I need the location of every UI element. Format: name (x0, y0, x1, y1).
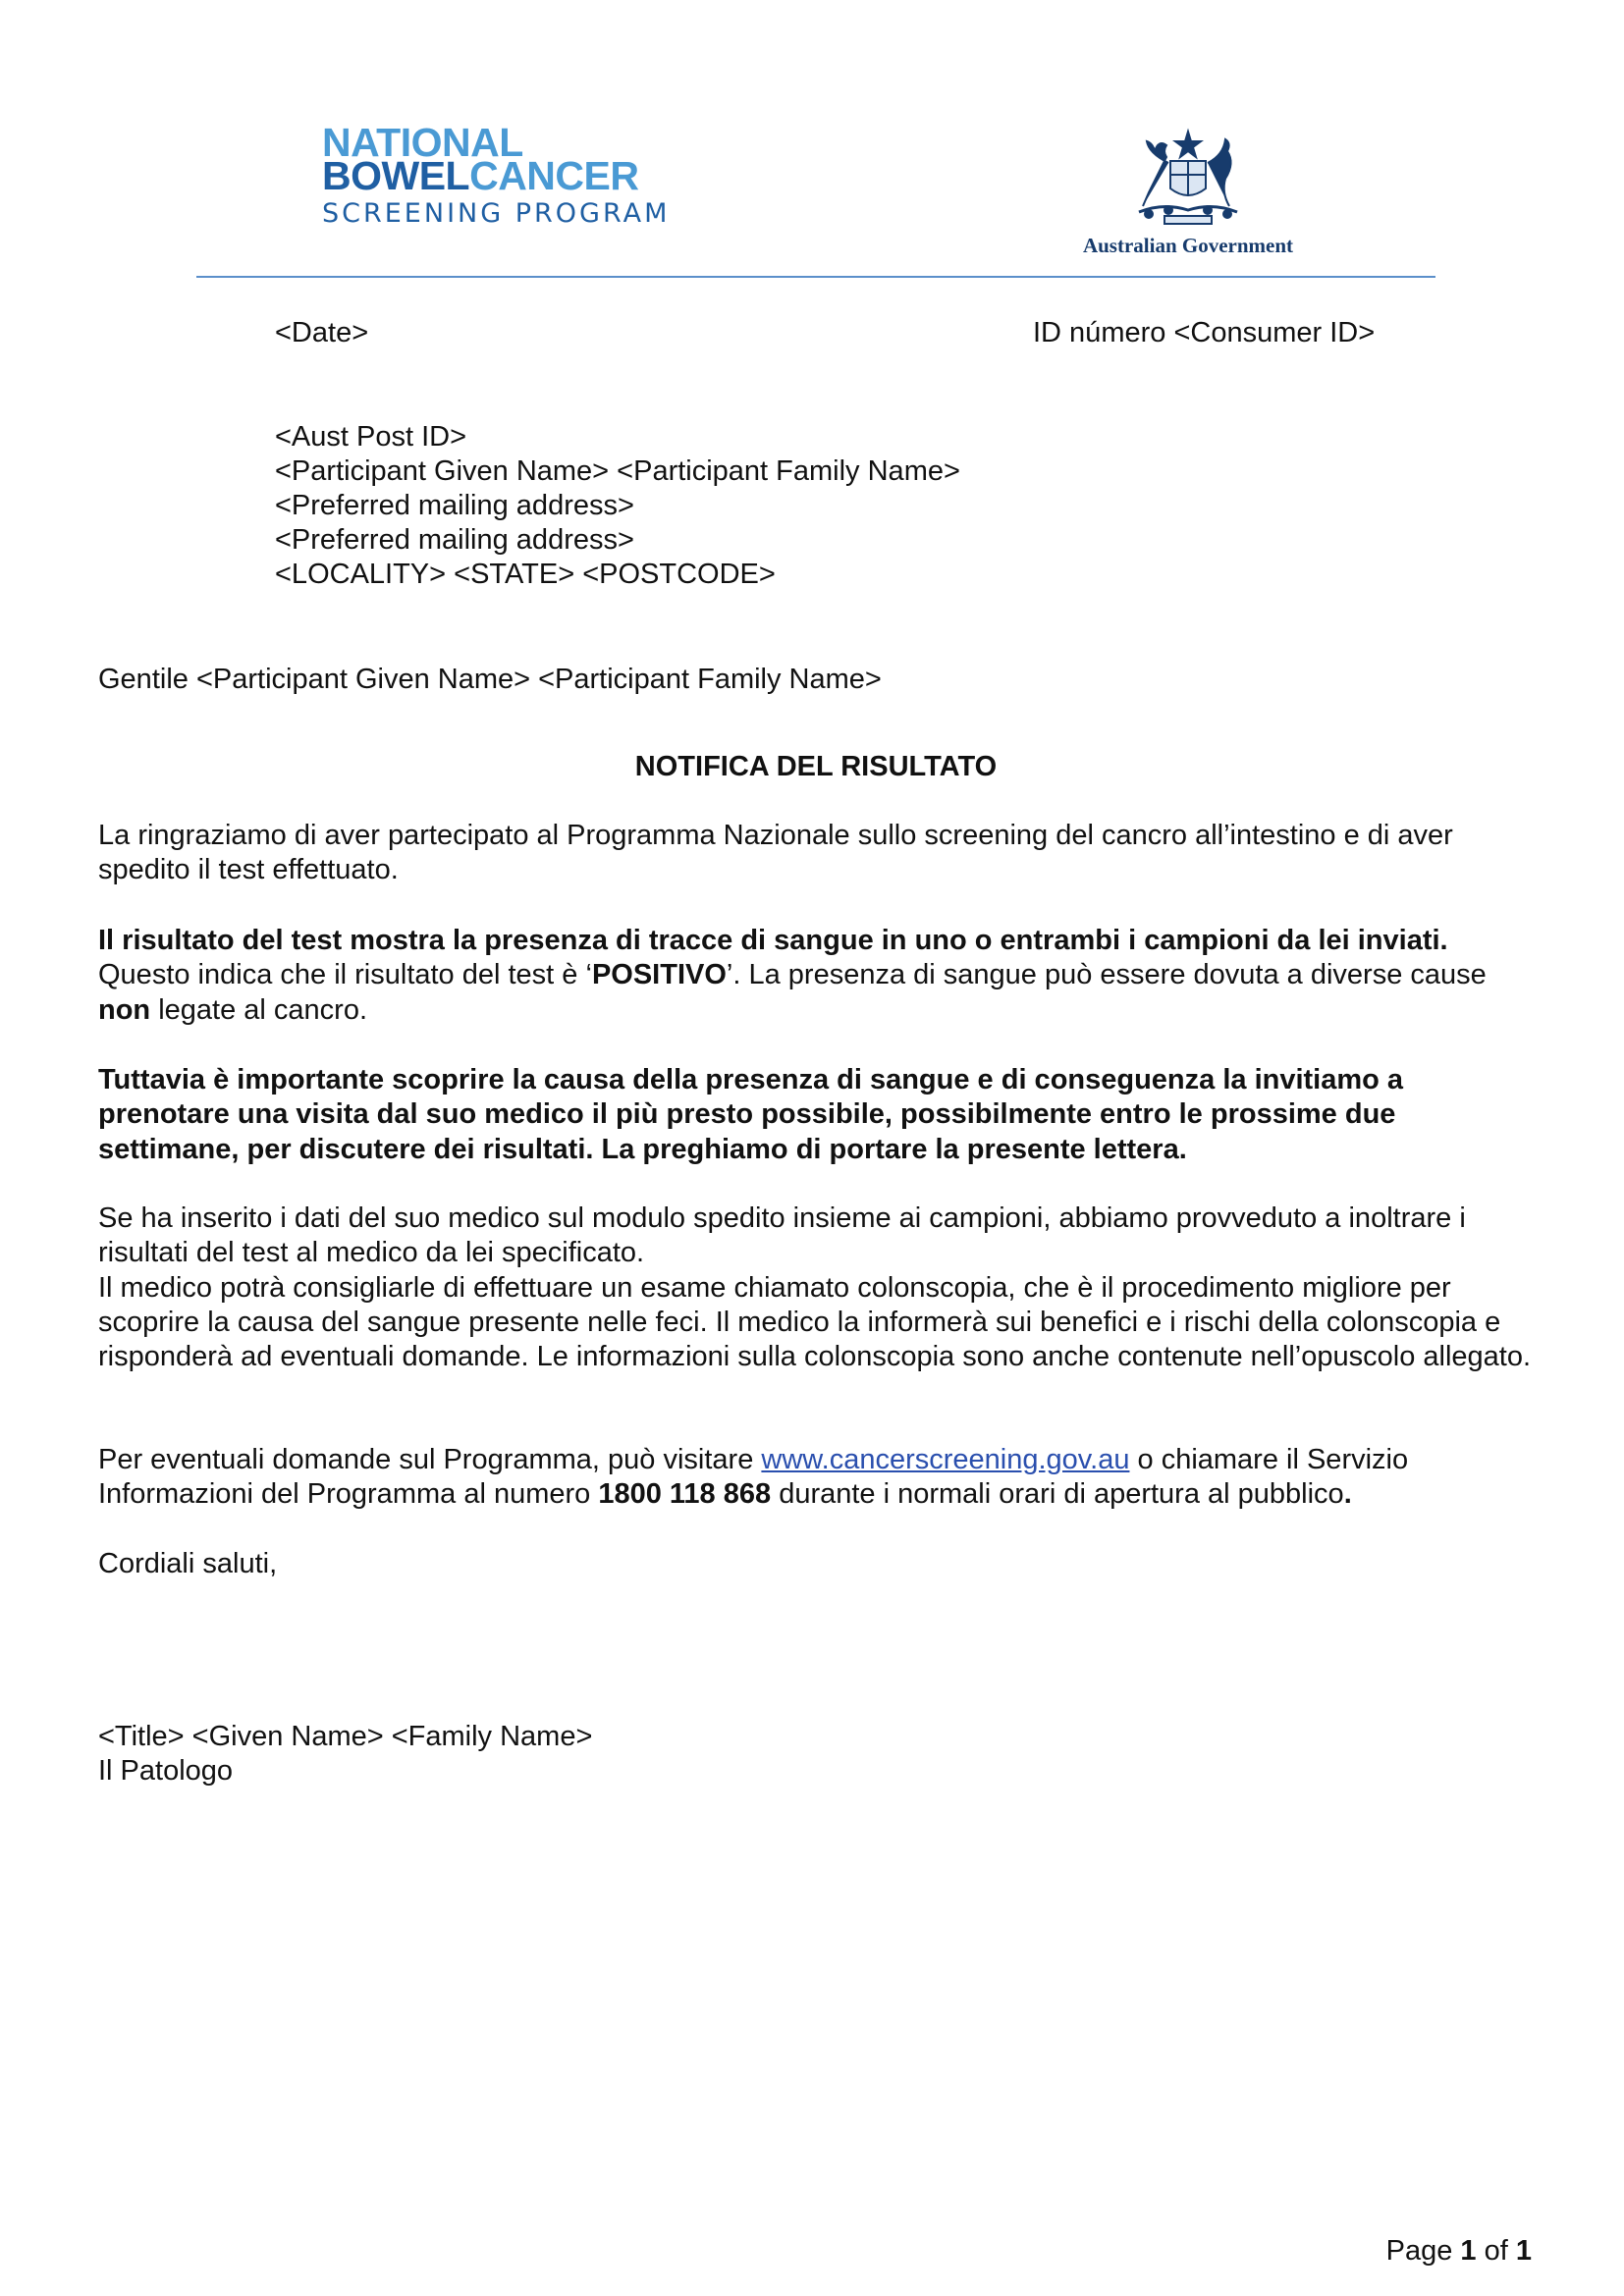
address-block (275, 420, 960, 592)
logo-line-national: NATIONAL (322, 120, 523, 165)
page-current: 1 (1460, 2235, 1477, 2267)
address-line: <LOCALITY> <STATE> <POSTCODE> (275, 559, 776, 590)
paragraph-doctor (98, 1201, 1542, 1374)
government-name: Australian Government (1082, 234, 1294, 257)
logo-word-cancer: CANCER (469, 153, 639, 198)
phone-number: 1800 118 868 (598, 1478, 772, 1511)
program-logo (322, 120, 676, 229)
result-text: Questo indica che il risultato del test è ‘ (98, 959, 592, 991)
logo-line-screening: SCREENING PROGRAM (322, 198, 671, 229)
paragraph-urgent: Tuttavia è importante scoprire la causa della presenza di sangue e di conseguenza la invitiamo a prenotare una visita dal suo medico il più presto possibile, possibilmente entro le prossime due settimane, per discutere dei risultati. La preghiamo di portare la presente lettera. (98, 1064, 1404, 1165)
logo-line-bowelcancer (322, 153, 676, 198)
address-line: <Participant Given Name> <Participant Family Name> (275, 455, 960, 487)
contact-text: durante i normali orari di apertura al pubblico (771, 1478, 1344, 1511)
non-emphasis: non (98, 993, 151, 1026)
logo-word-bowel: BOWEL (322, 153, 470, 198)
consumer-id: ID número <Consumer ID> (1033, 317, 1376, 348)
contact-text: Per eventuali domande sul Programma, può visitare (98, 1444, 762, 1475)
salutation: Gentile <Participant Given Name> <Participant Family Name> (98, 664, 882, 695)
letter-title: NOTIFICA DEL RISULTATO (634, 751, 998, 782)
result-statement: Il risultato del test mostra la presenza di tracce di sangue in uno o entrambi i campioni da lei inviati. (98, 925, 1448, 956)
positive-label: POSITIVO (591, 959, 727, 991)
closing: Cordiali saluti, (98, 1548, 278, 1579)
address-line: <Preferred mailing address> (275, 490, 634, 521)
address-line: <Aust Post ID> (275, 421, 467, 453)
paragraph-doctor-forward: Se ha inserito i dati del suo medico sul modulo spedito insieme ai campioni, abbiamo provveduto a inoltrare i risultati del test al medico da lei specificato. (98, 1202, 1466, 1269)
coat-of-arms-icon (1119, 124, 1257, 227)
page-total: 1 (1515, 2235, 1532, 2267)
result-text: ’. La presenza di sangue può essere dovuta a diverse cause (726, 959, 1487, 991)
paragraph-thanks: La ringraziamo di aver partecipato al Programma Nazionale sullo screening del cancro all’intestino e di aver spedito il test effettuato. (98, 820, 1453, 886)
page-of: of (1476, 2235, 1516, 2267)
address-line: <Preferred mailing address> (275, 524, 634, 556)
signer-role: Il Patologo (98, 1755, 234, 1787)
contact-period: . (1343, 1478, 1352, 1511)
paragraph-contact (98, 1443, 1542, 1513)
result-text: legate al cancro. (150, 993, 368, 1026)
page-number (1386, 2234, 1532, 2269)
header-divider (196, 276, 1435, 278)
signer-name: <Title> <Given Name> <Family Name> (98, 1721, 593, 1752)
paragraph-result (98, 924, 1542, 1028)
letter-date: <Date> (275, 317, 369, 348)
page-label: Page (1385, 2235, 1461, 2267)
government-logo (1060, 124, 1316, 258)
website-link[interactable]: www.cancerscreening.gov.au (761, 1444, 1130, 1475)
contact-text: o chiamare il Servizio Informazioni del Programma al numero (98, 1444, 1409, 1511)
paragraph-doctor-colonoscopy: Il medico potrà consigliarle di effettuare un esame chiamato colonscopia, che è il procedimento migliore per scoprire la causa del sangue presente nelle feci. Il medico la informerà sui benefici e i rischi della colonscopia e risponderà ad eventuali domande. Le informazioni sulla colonscopia sono anche contenute nell’opuscolo allegato. (98, 1271, 1532, 1373)
